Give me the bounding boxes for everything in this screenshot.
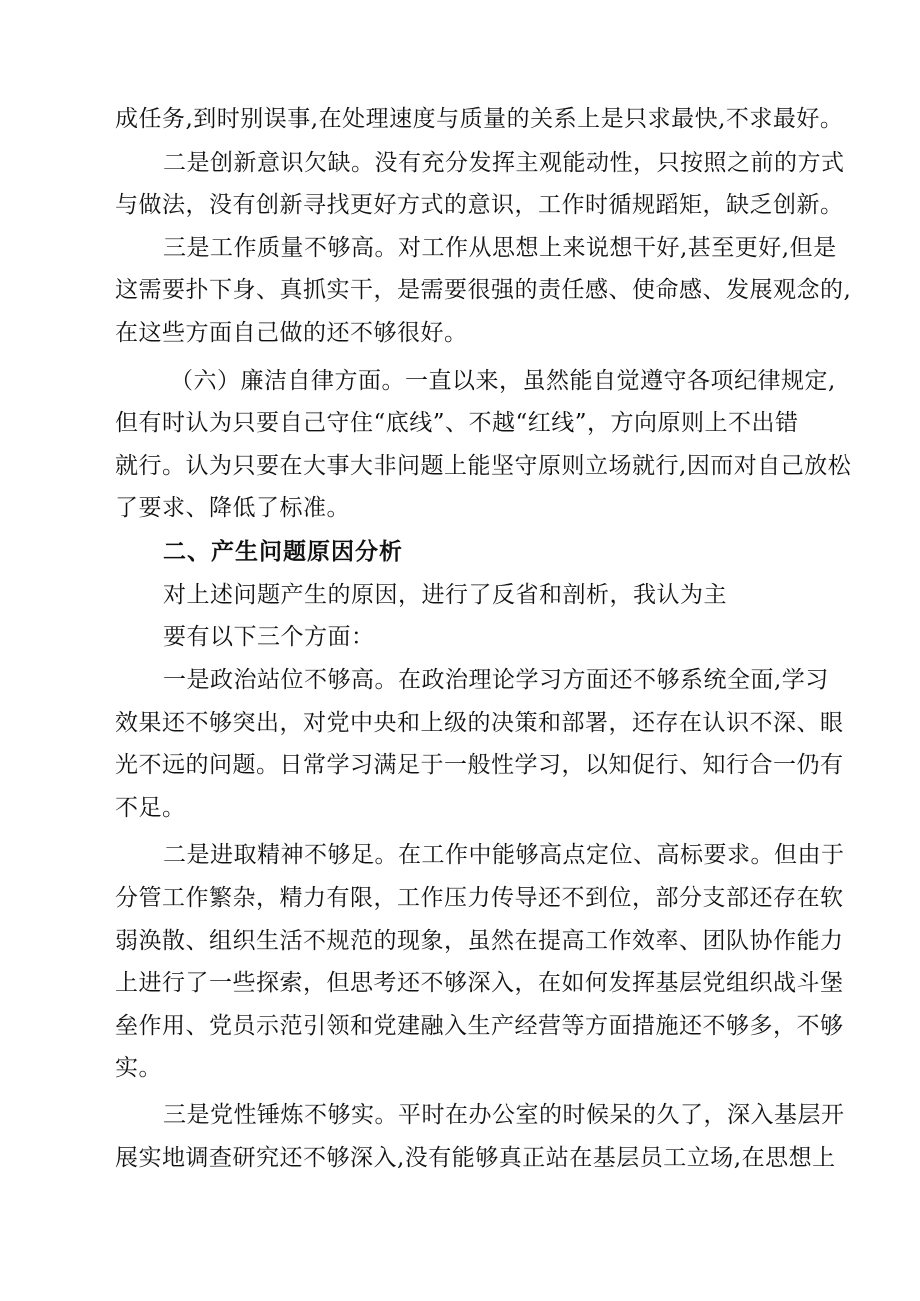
text-line-9: 就行。认为只要在大事大非问题上能坚守原则立场就行,因而对自己放松 bbox=[115, 453, 852, 479]
text-line-13: 要有以下三个方面： bbox=[163, 624, 375, 650]
text-line-16: 光不远的问题。日常学习满足于一般性学习，以知促行、知行合一仍有 bbox=[115, 752, 844, 778]
text-line-4: 三是工作质量不够高。对工作从思想上来说想干好,甚至更好,但是 bbox=[163, 235, 837, 261]
text-line-17: 不足。 bbox=[115, 795, 186, 821]
text-line-25: 展实地调查研究还不够深入,没有能够真正站在基层员工立场,在思想上 bbox=[115, 1145, 836, 1171]
text-line-5: 这需要扑下身、真抓实干，是需要很强的责任感、使命感、发展观念的, bbox=[115, 277, 852, 303]
text-line-24: 三是党性锤炼不够实。平时在办公室的时候呆的久了，深入基层开 bbox=[163, 1102, 845, 1128]
text-line-1: 成任务,到时别误事,在处理速度与质量的关系上是只求最快,不求最好。 bbox=[115, 106, 844, 132]
section-heading: 二、产生问题原因分析 bbox=[163, 539, 403, 565]
text-line-19: 分管工作繁杂，精力有限，工作压力传导还不到位，部分支部还存在软 bbox=[115, 885, 844, 911]
text-line-23: 实。 bbox=[115, 1055, 162, 1081]
text-line-2: 二是创新意识欠缺。没有充分发挥主观能动性，只按照之前的方式 bbox=[163, 150, 845, 176]
text-line-21: 上进行了一些探索，但思考还不够深入，在如何发挥基层党组织战斗堡 bbox=[115, 970, 844, 996]
text-line-6: 在这些方面自己做的还不够很好。 bbox=[115, 320, 468, 346]
text-line-7: （六）廉洁自律方面。一直以来，虽然能自觉遵守各项纪律规定, bbox=[170, 368, 836, 394]
text-line-14: 一是政治站位不够高。在政治理论学习方面还不够系统全面,学习 bbox=[163, 667, 829, 693]
text-line-12: 对上述问题产生的原因，进行了反省和剖析，我认为主 bbox=[163, 582, 727, 608]
text-line-18: 二是进取精神不够足。在工作中能够高点定位、高标要求。但由于 bbox=[163, 842, 845, 868]
text-line-15: 效果还不够突出，对党中央和上级的决策和部署，还存在认识不深、眼 bbox=[115, 710, 844, 736]
text-line-10: 了要求、降低了标准。 bbox=[115, 495, 350, 521]
text-line-22: 垒作用、党员示范引领和党建融入生产经营等方面措施还不够多，不够 bbox=[115, 1013, 844, 1039]
text-line-3: 与做法，没有创新寻找更好方式的意识，工作时循规蹈矩，缺乏创新。 bbox=[115, 192, 844, 218]
text-line-8: 但有时认为只要自己守住“底线”、不越“红线”，方向原则上不出错 bbox=[115, 410, 799, 436]
text-line-20: 弱涣散、组织生活不规范的现象，虽然在提高工作效率、团队协作能力 bbox=[115, 928, 844, 954]
